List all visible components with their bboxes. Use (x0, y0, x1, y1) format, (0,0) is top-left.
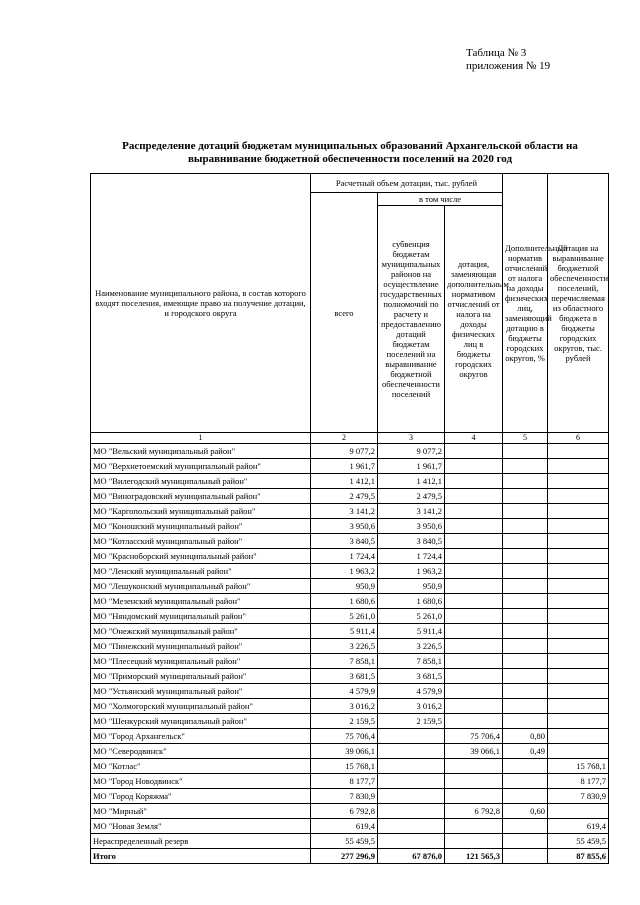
col-num-2: 2 (311, 433, 378, 444)
table-row (91, 534, 609, 549)
value-cell-col-3 (378, 774, 445, 789)
header-incl: в том числе (378, 193, 503, 206)
value-cell-col-4 (445, 594, 503, 609)
row-name-cell: МО "Город Новодвинск" (91, 774, 311, 789)
col-num-4: 4 (445, 433, 503, 444)
value-cell-col-3 (378, 819, 445, 834)
table-row (91, 504, 609, 519)
row-name-cell: МО "Мезенский муниципальный район" (91, 594, 311, 609)
row-name-cell: МО "Город Архангельск" (91, 729, 311, 744)
value-cell-col-5 (503, 534, 548, 549)
value-cell-col-2: 9 077,2 (311, 444, 378, 459)
value-cell-col-2: 2 479,5 (311, 489, 378, 504)
value-cell-col-3: 3 840,5 (378, 534, 445, 549)
value-cell-col-3: 9 077,2 (378, 444, 445, 459)
title-line-1: Распределение дотаций бюджетам муниципальных образований Архангельской области на (122, 140, 578, 152)
value-cell-col-6: 55 459,5 (548, 834, 609, 849)
value-cell-col-2: 2 159,5 (311, 714, 378, 729)
row-name-cell: МО "Лешуконский муниципальный район" (91, 579, 311, 594)
table-row (91, 639, 609, 654)
row-name-cell: МО "Верхнетоемский муниципальный район" (91, 459, 311, 474)
table-row (91, 819, 609, 834)
row-name-cell: МО "Виноградовский муниципальный район" (91, 489, 311, 504)
value-cell-col-2: 950,9 (311, 579, 378, 594)
value-cell-col-5 (503, 654, 548, 669)
value-cell-col-4: 75 706,4 (445, 729, 503, 744)
row-name-cell: МО "Каргопольский муниципальный район" (91, 504, 311, 519)
header-dot: дотация, заменяющая дополнительным нормативом отчислений от налога на доходы физических лиц в бюджеты городских округов (445, 206, 503, 433)
value-cell-col-3: 3 016,2 (378, 699, 445, 714)
value-cell-col-2: 3 226,5 (311, 639, 378, 654)
value-cell-col-5 (503, 699, 548, 714)
value-cell-col-3: 5 911,4 (378, 624, 445, 639)
row-name-cell: МО "Шенкурский муниципальный район" (91, 714, 311, 729)
value-cell-col-6 (548, 804, 609, 819)
value-cell-col-6 (548, 549, 609, 564)
table-row (91, 684, 609, 699)
value-cell-col-2: 3 141,2 (311, 504, 378, 519)
value-cell-col-5 (503, 609, 548, 624)
value-cell-col-3: 1 724,4 (378, 549, 445, 564)
value-cell-col-5 (503, 519, 548, 534)
row-name-cell: Итого (91, 849, 311, 864)
value-cell-col-5 (503, 489, 548, 504)
appendix-number: приложения № 19 (466, 60, 551, 72)
value-cell-col-3: 4 579,9 (378, 684, 445, 699)
value-cell-col-3: 3 681,5 (378, 669, 445, 684)
row-name-cell: МО "Онежский муниципальный район" (91, 624, 311, 639)
table-row (91, 774, 609, 789)
header-equal: Дотация на выравнивание бюджетной обеспеченности поселений, перечисляемая из областного бюджета в бюджеты городских округов, тыс. рублей (548, 174, 609, 433)
header-calc: Расчетный объем дотации, тыс. рублей (311, 174, 503, 193)
value-cell-col-5: 0,80 (503, 729, 548, 744)
value-cell-col-4 (445, 489, 503, 504)
row-name-cell: МО "Котлас" (91, 759, 311, 774)
table-row (91, 759, 609, 774)
value-cell-col-5 (503, 624, 548, 639)
table-row (91, 789, 609, 804)
value-cell-col-4 (445, 789, 503, 804)
table-number: Таблица № 3 (466, 47, 527, 59)
value-cell-col-6 (548, 744, 609, 759)
value-cell-col-6: 8 177,7 (548, 774, 609, 789)
row-name-cell: МО "Ленский муниципальный район" (91, 564, 311, 579)
value-cell-col-4 (445, 834, 503, 849)
value-cell-col-5 (503, 639, 548, 654)
value-cell-col-4 (445, 549, 503, 564)
header-subv: субвенция бюджетам муниципальных районов на осуществление государственных полномочий по расчету и предоставлению дотаций бюджетам поселений на выравнивание бюджетной обеспеченности поселений (378, 206, 445, 433)
value-cell-col-3: 1 963,2 (378, 564, 445, 579)
value-cell-col-5: 0,49 (503, 744, 548, 759)
value-cell-col-5 (503, 849, 548, 864)
value-cell-col-6 (548, 669, 609, 684)
table-row (91, 444, 609, 459)
value-cell-col-2: 3 681,5 (311, 669, 378, 684)
header-norm: Дополнительный норматив отчислений от налога на доходы физических лиц, заменяющий дотацию в бюджеты городских округов, % (503, 174, 548, 433)
value-cell-col-6 (548, 624, 609, 639)
row-name-cell: МО "Коношский муниципальный район" (91, 519, 311, 534)
value-cell-col-6 (548, 534, 609, 549)
value-cell-col-4 (445, 444, 503, 459)
value-cell-col-3 (378, 834, 445, 849)
table-row (91, 699, 609, 714)
value-cell-col-2: 277 296,9 (311, 849, 378, 864)
row-name-cell: МО "Красноборский муниципальный район" (91, 549, 311, 564)
value-cell-col-4 (445, 669, 503, 684)
row-name-cell: МО "Северодвинск" (91, 744, 311, 759)
value-cell-col-5 (503, 474, 548, 489)
table-row (91, 594, 609, 609)
value-cell-col-2: 3 950,6 (311, 519, 378, 534)
value-cell-col-2: 39 066,1 (311, 744, 378, 759)
value-cell-col-6 (548, 519, 609, 534)
value-cell-col-4 (445, 774, 503, 789)
table-row (91, 834, 609, 849)
col-num-6: 6 (548, 433, 609, 444)
value-cell-col-4 (445, 579, 503, 594)
value-cell-col-5 (503, 714, 548, 729)
value-cell-col-4: 121 565,3 (445, 849, 503, 864)
row-name-cell: МО "Вилегодский муниципальный район" (91, 474, 311, 489)
value-cell-col-5: 0,60 (503, 804, 548, 819)
value-cell-col-6 (548, 654, 609, 669)
col-num-1: 1 (91, 433, 311, 444)
row-name-cell: МО "Город Коряжма" (91, 789, 311, 804)
col-num-5: 5 (503, 433, 548, 444)
value-cell-col-6 (548, 459, 609, 474)
value-cell-col-5 (503, 444, 548, 459)
value-cell-col-3 (378, 744, 445, 759)
table-row (91, 849, 609, 864)
value-cell-col-5 (503, 774, 548, 789)
table-row (91, 714, 609, 729)
value-cell-col-6 (548, 474, 609, 489)
row-name-cell: МО "Приморский муниципальный район" (91, 669, 311, 684)
value-cell-col-2: 1 412,1 (311, 474, 378, 489)
table-row (91, 804, 609, 819)
table-row (91, 744, 609, 759)
value-cell-col-4 (445, 699, 503, 714)
value-cell-col-5 (503, 819, 548, 834)
value-cell-col-2: 75 706,4 (311, 729, 378, 744)
value-cell-col-5 (503, 504, 548, 519)
table-row (91, 564, 609, 579)
value-cell-col-6 (548, 444, 609, 459)
value-cell-col-5 (503, 459, 548, 474)
value-cell-col-3 (378, 759, 445, 774)
value-cell-col-6 (548, 594, 609, 609)
table-row (91, 609, 609, 624)
value-cell-col-2: 5 911,4 (311, 624, 378, 639)
table-row (91, 654, 609, 669)
value-cell-col-2: 7 830,9 (311, 789, 378, 804)
col-num-3: 3 (378, 433, 445, 444)
value-cell-col-3 (378, 729, 445, 744)
value-cell-col-5 (503, 759, 548, 774)
value-cell-col-4: 39 066,1 (445, 744, 503, 759)
value-cell-col-4 (445, 819, 503, 834)
value-cell-col-2: 55 459,5 (311, 834, 378, 849)
value-cell-col-6: 619,4 (548, 819, 609, 834)
value-cell-col-3 (378, 804, 445, 819)
value-cell-col-6 (548, 684, 609, 699)
value-cell-col-4 (445, 759, 503, 774)
row-name-cell: МО "Пинежский муниципальный район" (91, 639, 311, 654)
value-cell-col-5 (503, 549, 548, 564)
value-cell-col-3: 3 950,6 (378, 519, 445, 534)
value-cell-col-3: 7 858,1 (378, 654, 445, 669)
data-table (90, 173, 609, 864)
row-name-cell: МО "Няндомский муниципальный район" (91, 609, 311, 624)
value-cell-col-4 (445, 684, 503, 699)
table-row (91, 474, 609, 489)
value-cell-col-3: 1 412,1 (378, 474, 445, 489)
table-row (91, 549, 609, 564)
row-name-cell: МО "Устьянский муниципальный район" (91, 684, 311, 699)
value-cell-col-5 (503, 564, 548, 579)
value-cell-col-4: 6 792,8 (445, 804, 503, 819)
value-cell-col-2: 1 724,4 (311, 549, 378, 564)
row-name-cell: МО "Плесецкий муниципальный район" (91, 654, 311, 669)
value-cell-col-6 (548, 579, 609, 594)
value-cell-col-4 (445, 504, 503, 519)
table-body (91, 444, 609, 864)
table-row (91, 579, 609, 594)
header-name: Наименование муниципального района, в состав которого входят поселения, имеющие право на получение дотации, и городского округа (91, 174, 311, 433)
table-row (91, 519, 609, 534)
value-cell-col-5 (503, 684, 548, 699)
value-cell-col-3: 2 159,5 (378, 714, 445, 729)
value-cell-col-4 (445, 519, 503, 534)
value-cell-col-6 (548, 504, 609, 519)
table-note (466, 47, 550, 73)
value-cell-col-4 (445, 474, 503, 489)
row-name-cell: Нераспределенный резерв (91, 834, 311, 849)
value-cell-col-6 (548, 639, 609, 654)
value-cell-col-4 (445, 639, 503, 654)
table-row (91, 669, 609, 684)
value-cell-col-4 (445, 654, 503, 669)
value-cell-col-6 (548, 609, 609, 624)
row-name-cell: МО "Мирный" (91, 804, 311, 819)
value-cell-col-2: 15 768,1 (311, 759, 378, 774)
value-cell-col-3: 3 226,5 (378, 639, 445, 654)
value-cell-col-6 (548, 699, 609, 714)
value-cell-col-4 (445, 564, 503, 579)
value-cell-col-6 (548, 729, 609, 744)
document-title (90, 140, 610, 166)
value-cell-col-6 (548, 714, 609, 729)
value-cell-col-2: 7 858,1 (311, 654, 378, 669)
value-cell-col-4 (445, 609, 503, 624)
value-cell-col-5 (503, 834, 548, 849)
value-cell-col-4 (445, 714, 503, 729)
row-name-cell: МО "Вельский муниципальный район" (91, 444, 311, 459)
value-cell-col-5 (503, 579, 548, 594)
value-cell-col-4 (445, 624, 503, 639)
row-name-cell: МО "Котласский муниципальный район" (91, 534, 311, 549)
value-cell-col-6: 87 855,6 (548, 849, 609, 864)
value-cell-col-2: 3 016,2 (311, 699, 378, 714)
value-cell-col-2: 1 963,2 (311, 564, 378, 579)
value-cell-col-3: 950,9 (378, 579, 445, 594)
row-name-cell: МО "Холмогорский муниципальный район" (91, 699, 311, 714)
value-cell-col-6: 7 830,9 (548, 789, 609, 804)
row-name-cell: МО "Новая Земля" (91, 819, 311, 834)
value-cell-col-3: 2 479,5 (378, 489, 445, 504)
value-cell-col-3 (378, 789, 445, 804)
value-cell-col-2: 6 792,8 (311, 804, 378, 819)
value-cell-col-2: 3 840,5 (311, 534, 378, 549)
value-cell-col-2: 5 261,0 (311, 609, 378, 624)
value-cell-col-3: 5 261,0 (378, 609, 445, 624)
table-row (91, 624, 609, 639)
table-row (91, 459, 609, 474)
value-cell-col-6 (548, 489, 609, 504)
value-cell-col-3: 1 680,6 (378, 594, 445, 609)
value-cell-col-2: 1 961,7 (311, 459, 378, 474)
table-row (91, 489, 609, 504)
value-cell-col-4 (445, 459, 503, 474)
value-cell-col-4 (445, 534, 503, 549)
value-cell-col-5 (503, 669, 548, 684)
table-row (91, 729, 609, 744)
header-total: всего (311, 193, 378, 433)
value-cell-col-3: 3 141,2 (378, 504, 445, 519)
title-line-2: выравнивание бюджетной обеспеченности поселений на 2020 год (187, 153, 513, 165)
value-cell-col-3: 67 876,0 (378, 849, 445, 864)
value-cell-col-2: 8 177,7 (311, 774, 378, 789)
value-cell-col-5 (503, 789, 548, 804)
value-cell-col-2: 4 579,9 (311, 684, 378, 699)
value-cell-col-6 (548, 564, 609, 579)
value-cell-col-3: 1 961,7 (378, 459, 445, 474)
value-cell-col-5 (503, 594, 548, 609)
value-cell-col-2: 1 680,6 (311, 594, 378, 609)
value-cell-col-2: 619,4 (311, 819, 378, 834)
value-cell-col-6: 15 768,1 (548, 759, 609, 774)
